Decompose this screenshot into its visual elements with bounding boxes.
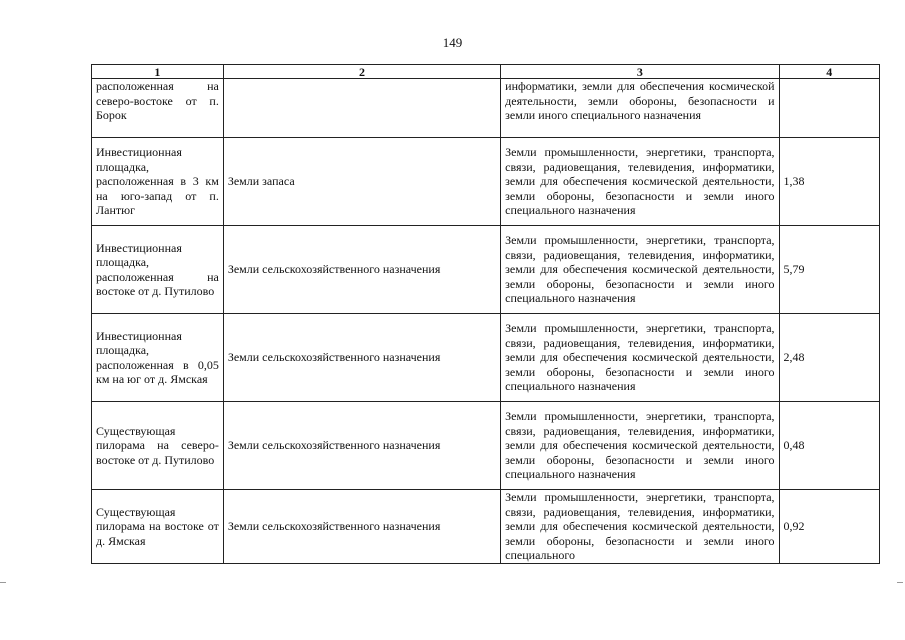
area-cell: 0,92: [779, 490, 879, 564]
permitted-use-cell: Земли промышленности, энергетики, транспорта, связи, радиовещания, телевидения, информатики, земли для обеспечения космической деятельности, земли обороны, безопасности и земли иного специального назначения: [501, 138, 779, 226]
table-row: [92, 138, 880, 226]
permitted-use-cell: информатики, земли для обеспечения космической деятельности, земли обороны, безопасности и земли иного специального назначения: [501, 79, 779, 138]
land-category-cell: Земли сельскохозяйственного назначения: [223, 402, 500, 490]
scan-margin-mark: [0, 582, 6, 583]
site-name-cell: Существующая пилорама на северо-востоке от д. Путилово: [92, 402, 224, 490]
column-header-2: 2: [223, 65, 500, 79]
land-category-cell: Земли запаса: [223, 138, 500, 226]
column-header-1: 1: [92, 65, 224, 79]
permitted-use-cell: Земли промышленности, энергетики, транспорта, связи, радиовещания, телевидения, информатики, земли для обеспечения космической деятельности, земли обороны, безопасности и земли иного специального назначения: [501, 314, 779, 402]
site-name-cell: Инвестиционная площадка, расположенная в 0,05 км на юг от д. Ямская: [92, 314, 224, 402]
area-cell: 5,79: [779, 226, 879, 314]
land-table: [91, 64, 880, 564]
area-cell: 1,38: [779, 138, 879, 226]
table-row: [92, 490, 880, 564]
area-cell: [779, 79, 879, 138]
scan-margin-mark: [897, 582, 903, 583]
site-name-cell: Инвестиционная площадка, расположенная в 3 км на юго-запад от п. Лантюг: [92, 138, 224, 226]
site-name-cell: Инвестиционная площадка, расположенная на востоке от д. Путилово: [92, 226, 224, 314]
table-row: [92, 79, 880, 138]
land-category-cell: Земли сельскохозяйственного назначения: [223, 226, 500, 314]
table-row: [92, 314, 880, 402]
site-name-cell: расположенная на северо-востоке от п. Борок: [92, 79, 224, 138]
permitted-use-cell: Земли промышленности, энергетики, транспорта, связи, радиовещания, телевидения, информатики, земли для обеспечения космической деятельности, земли обороны, безопасности и земли иного специального: [501, 490, 779, 564]
column-header-4: 4: [779, 65, 879, 79]
area-cell: 2,48: [779, 314, 879, 402]
page-number: 149: [442, 35, 463, 50]
site-name-cell: Существующая пилорама на востоке от д. Ямская: [92, 490, 224, 564]
permitted-use-cell: Земли промышленности, энергетики, транспорта, связи, радиовещания, телевидения, информатики, земли для обеспечения космической деятельности, земли обороны, безопасности и земли иного специального назначения: [501, 226, 779, 314]
table-row: [92, 402, 880, 490]
land-category-cell: [223, 79, 500, 138]
land-category-cell: Земли сельскохозяйственного назначения: [223, 314, 500, 402]
land-category-cell: Земли сельскохозяйственного назначения: [223, 490, 500, 564]
table-header: [92, 65, 880, 79]
column-header-3: 3: [501, 65, 779, 79]
area-cell: 0,48: [779, 402, 879, 490]
table-row: [92, 226, 880, 314]
permitted-use-cell: Земли промышленности, энергетики, транспорта, связи, радиовещания, телевидения, информатики, земли для обеспечения космической деятельности, земли обороны, безопасности и земли иного специального назначения: [501, 402, 779, 490]
